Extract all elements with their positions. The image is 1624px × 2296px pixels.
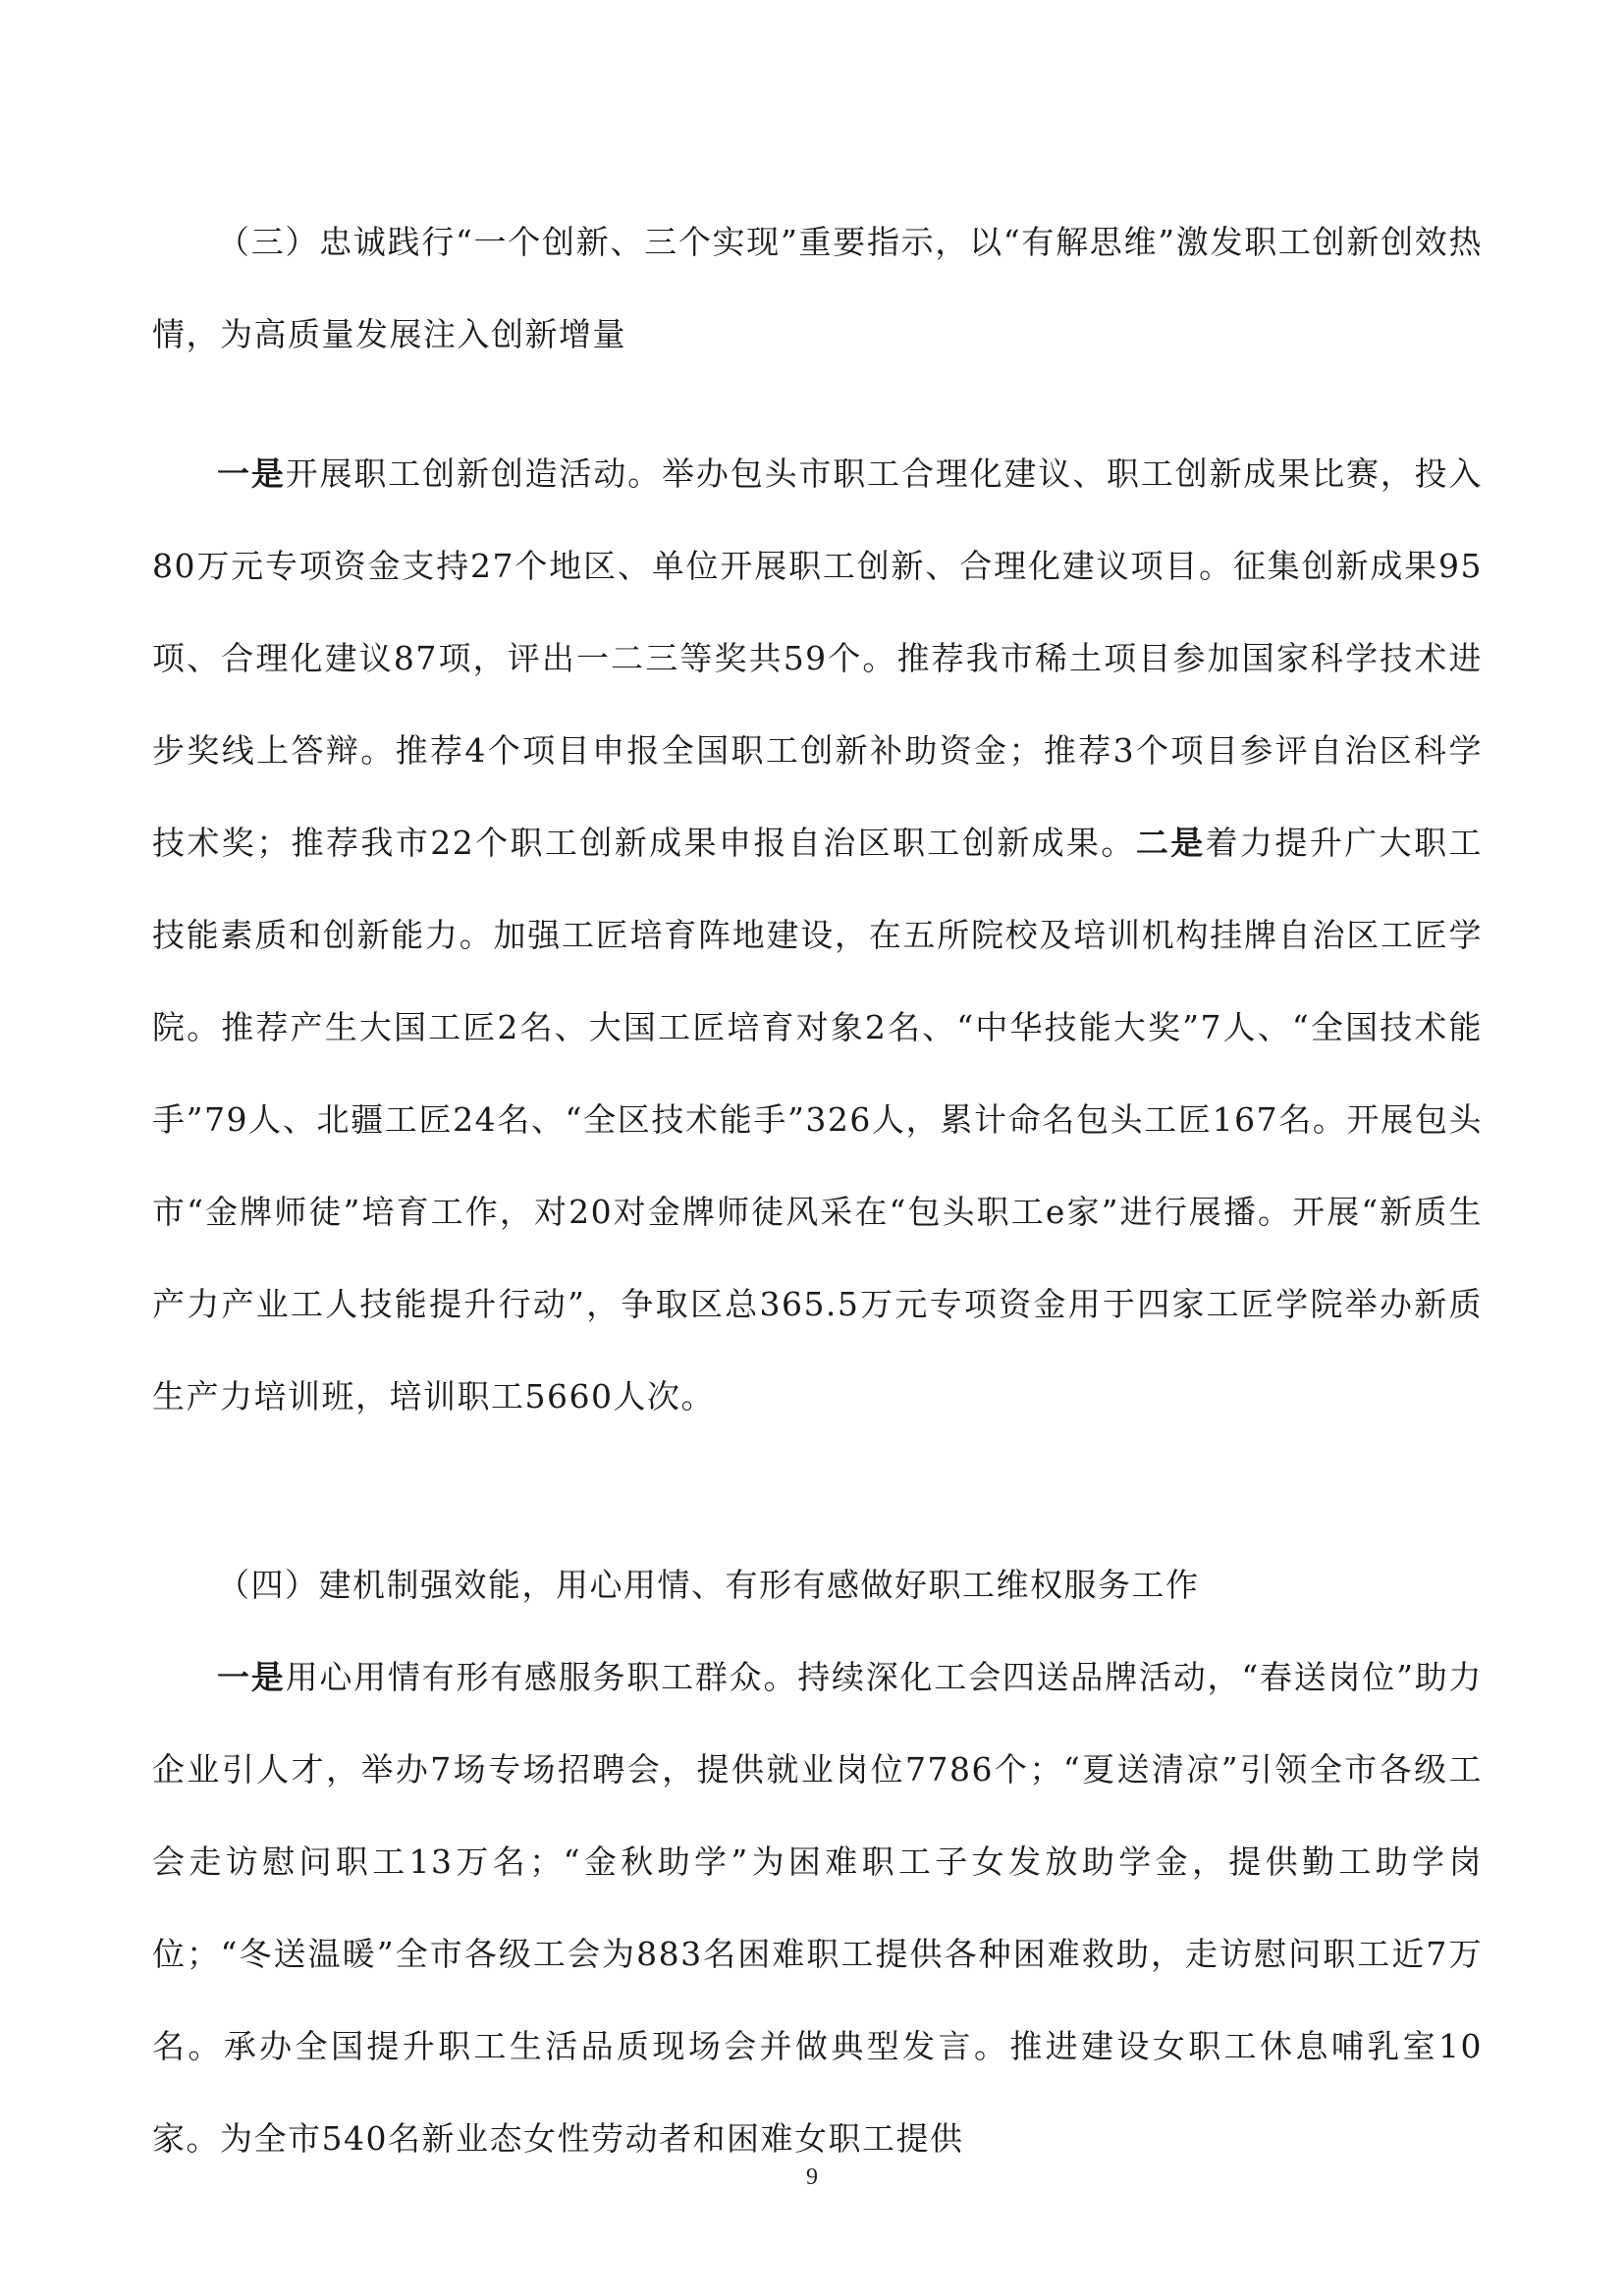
lead-marker-first: 一是 [217, 1658, 286, 1696]
section-4-heading: （四）建机制强效能，用心用情、有形有感做好职工维权服务工作 [217, 1566, 1200, 1604]
lead-marker-first: 一是 [217, 454, 286, 493]
section-3-heading: （三）忠诚践行“一个创新、三个实现”重要指示，以“有解思维”激发职工创新创效热情，为高质量发展注入创新增量 [152, 223, 1483, 353]
section-3-paragraph [152, 428, 1483, 1443]
lead-marker-second: 二是 [1135, 824, 1206, 862]
paragraph-text: 开展职工创新创造活动。举办包头市职工合理化建议、职工创新成果比赛，投入80万元专项资金支持27个地区、单位开展职工创新、合理化建议项目。征集创新成果95项、合理化建议87项，评出一二三等奖共59个。推荐我市稀土项目参加国家科学技术进步奖线上答辩。推荐4个项目申报全国职工创新补助资金；推荐3个项目参评自治区科学技术奖；推荐我市22个职工创新成果申报自治区职工创新成果。 [152, 454, 1484, 862]
paragraph-text: 用心用情有形有感服务职工群众。持续深化工会四送品牌活动，“春送岗位”助力企业引人才，举办7场专场招聘会，提供就业岗位7786个；“夏送清凉”引领全市各级工会走访慰问职工13万名；“金秋助学”为困难职工子女发放助学金，提供勤工助学岗位；“冬送温暖”全市各级工会为883名困难职工提供各种困难救助，走访慰问职工近7万名。承办全国提升职工生活品质现场会并做典型发言。推进建设女职工休息哺乳室10家。为全市540名新业态女性劳动者和困难女职工提供 [152, 1658, 1483, 2158]
paragraph-text: 着力提升广大职工技能素质和创新能力。加强工匠培育阵地建设，在五所院校及培训机构挂牌自治区工匠学院。推荐产生大国工匠2名、大国工匠培育对象2名、“中华技能大奖”7人、“全国技术能手”79人、北疆工匠24名、“全区技术能手”326人，累计命名包头工匠167名。开展包头市“金牌师徒”培育工作，对20对金牌师徒风采在“包头职工e家”进行展播。开展“新质生产力产业工人技能提升行动”，争取区总365.5万元专项资金用于四家工匠学院举办新质生产力培训班，培训职工5660人次。 [152, 824, 1483, 1415]
page-number: 9 [806, 2164, 818, 2190]
section-4-paragraph [152, 1631, 1483, 2185]
